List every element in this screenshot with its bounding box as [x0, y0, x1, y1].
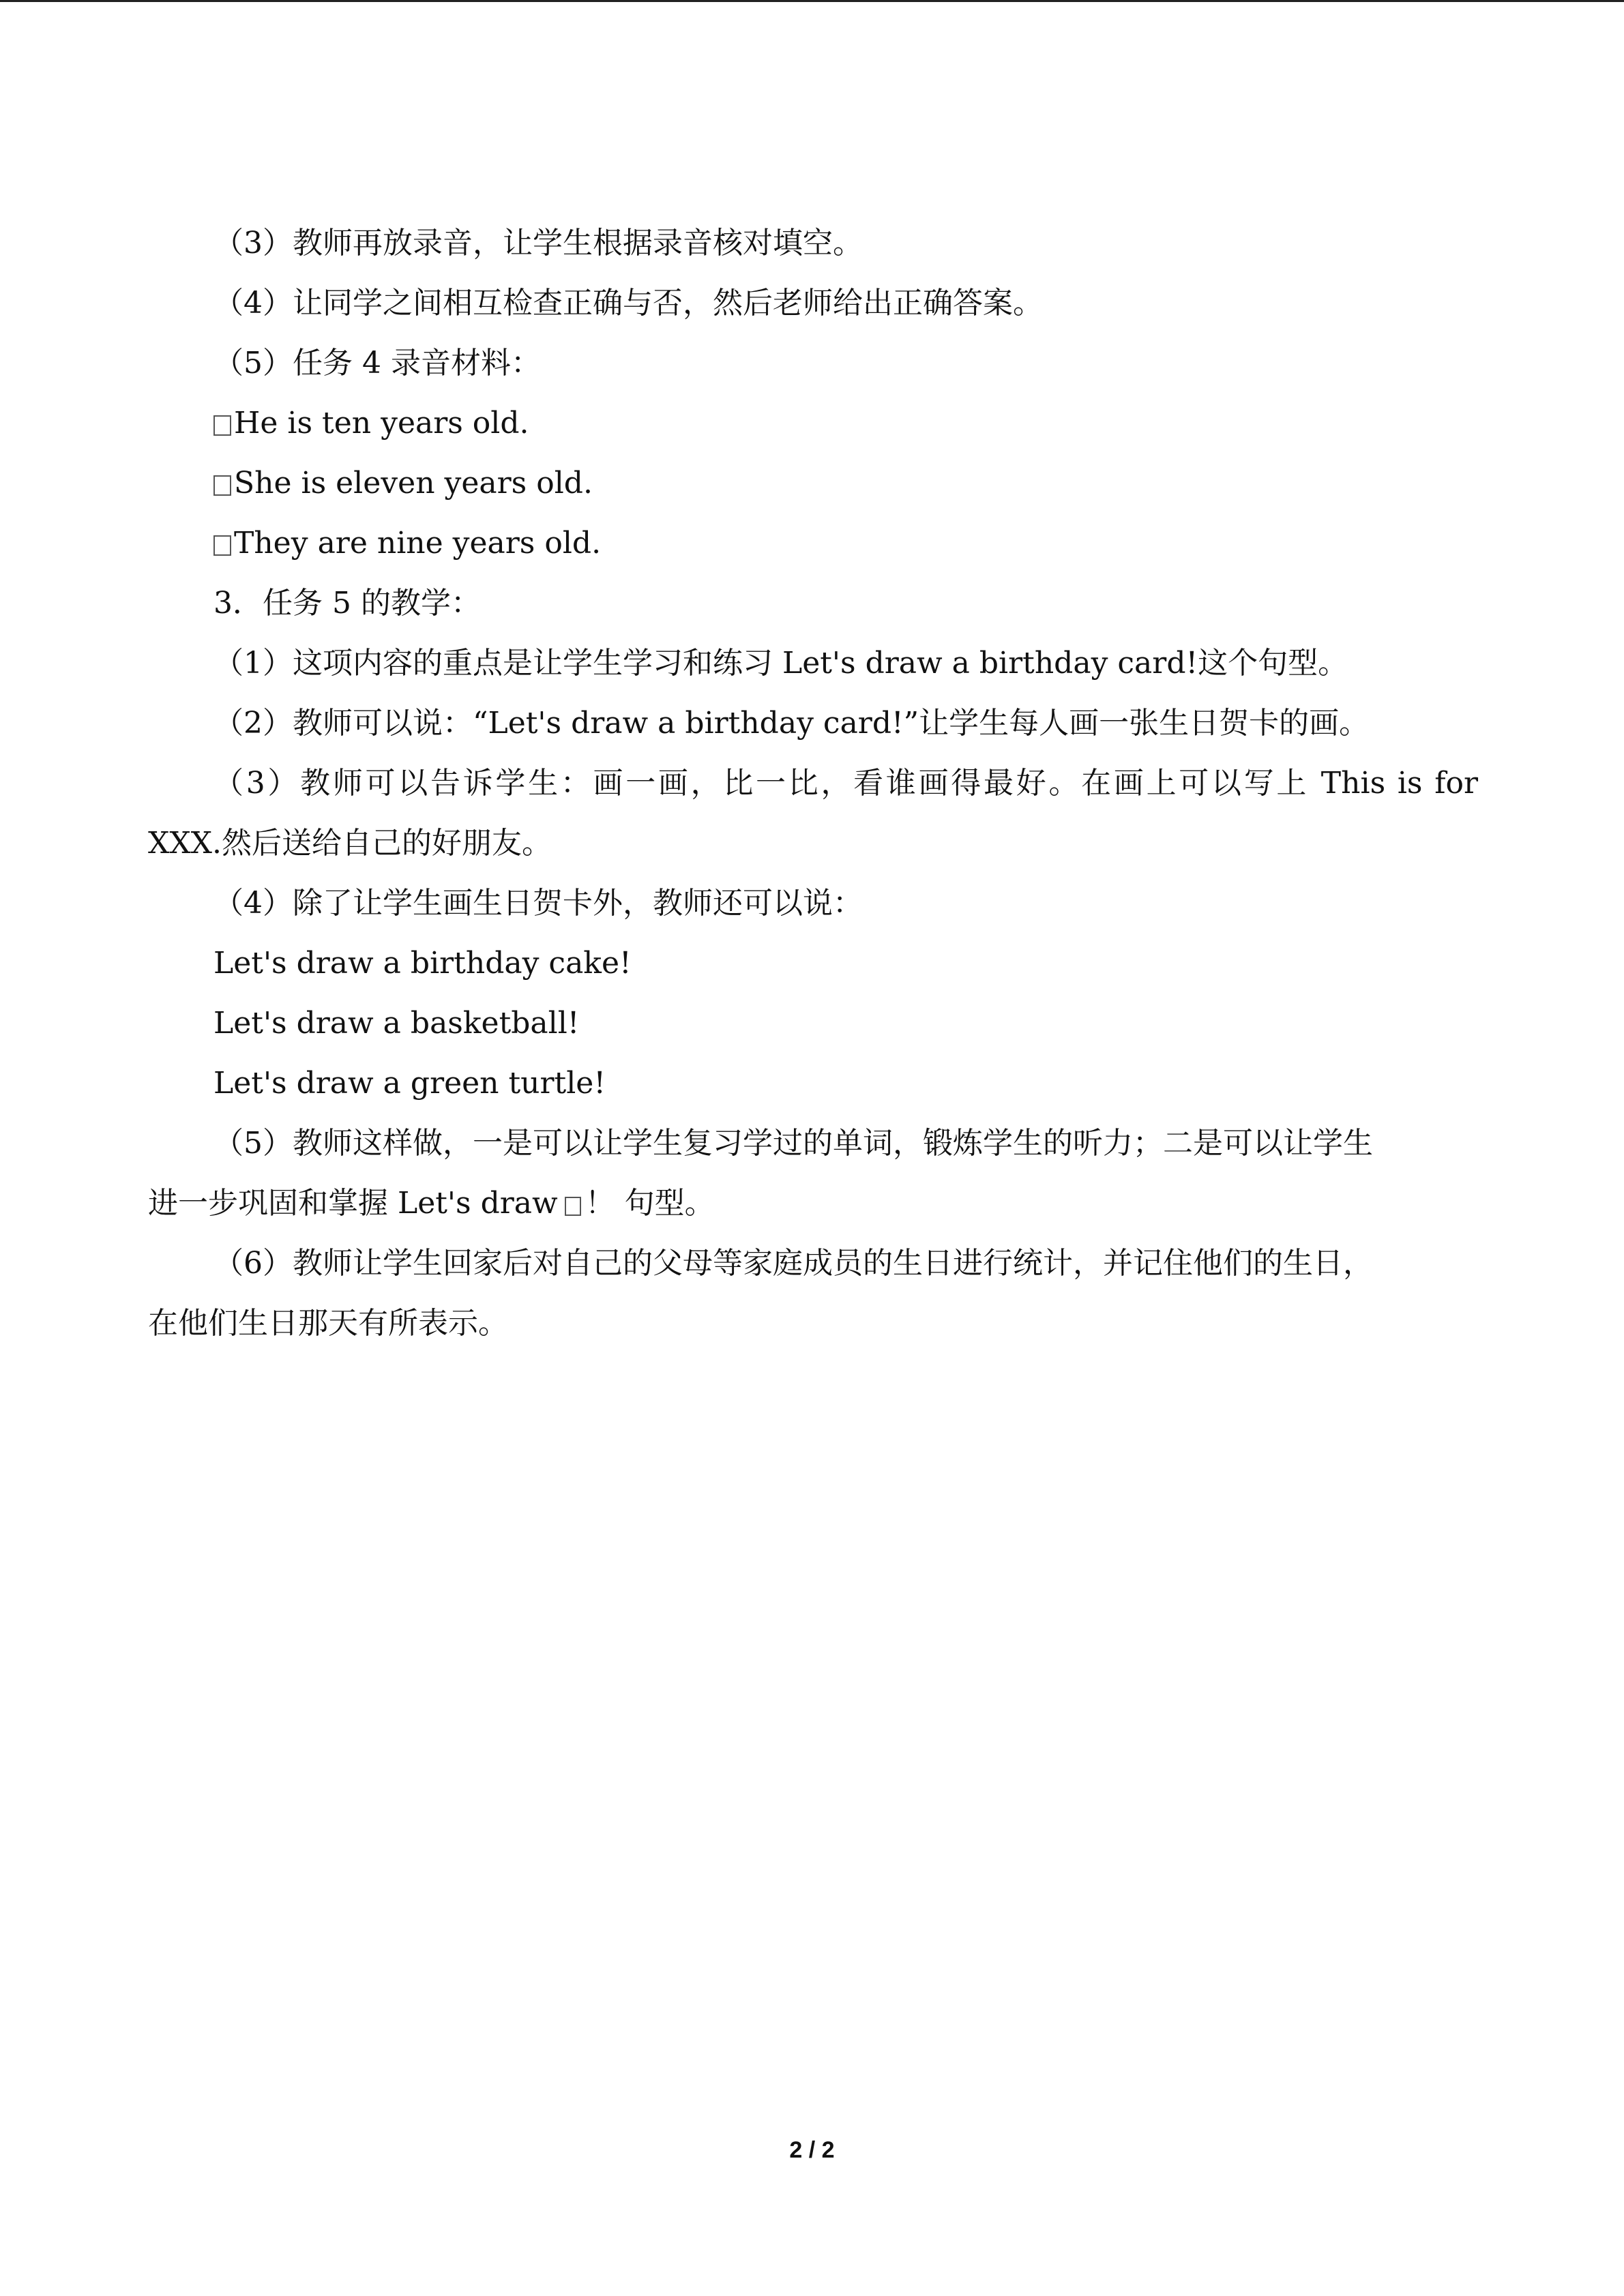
- paragraph-task5-6-line2: 在他们生日那天有所表示。: [148, 1306, 508, 1341]
- recording-item-3: [148, 513, 1478, 573]
- recording-item-2: [148, 453, 1478, 513]
- checkbox-glyph-icon: [213, 535, 231, 556]
- paragraph-task5-2: （2）教师可以说：“Let's draw a birthday card!”让学生每人画一张生日贺卡的画。: [213, 706, 1370, 741]
- paragraph-task5-5-line2: [148, 1174, 1478, 1234]
- paragraph-step-4: （4）让同学之间相互检查正确与否，然后老师给出正确答案。: [213, 286, 1043, 320]
- checkbox-glyph-icon: [213, 415, 231, 436]
- document-body: [148, 213, 1478, 1354]
- paragraph-task5-1: （1）这项内容的重点是让学生学习和练习 Let's draw a birthday card!这个句型。: [213, 646, 1348, 681]
- paragraph-step-3: （3）教师再放录音，让学生根据录音核对填空。: [213, 226, 863, 260]
- paragraph-task5-3-line2: XXX.然后送给自己的好朋友。: [148, 826, 552, 861]
- recording-text-2: She is eleven years old.: [234, 466, 593, 501]
- example-sentence-2: Let's draw a basketball!: [213, 1006, 580, 1041]
- paragraph-step-5: （5）任务 4 录音材料：: [213, 346, 541, 381]
- example-sentence-1: Let's draw a birthday cake!: [213, 946, 632, 981]
- paragraph-task5-6-line1: （6）教师让学生回家后对自己的父母等家庭成员的生日进行统计，并记住他们的生日，: [213, 1246, 1373, 1281]
- section-heading-task-5: 3．任务 5 的教学：: [213, 586, 481, 621]
- recording-text-3: They are nine years old.: [234, 526, 602, 561]
- checkbox-glyph-icon: [213, 475, 231, 496]
- example-sentence-3: Let's draw a green turtle!: [213, 1066, 606, 1101]
- recording-item-1: [148, 393, 1478, 453]
- paragraph-task5-5-line1: （5）教师这样做，一是可以让学生复习学过的单词，锻炼学生的听力；二是可以让学生: [213, 1126, 1373, 1161]
- paragraph-task5-3-line1: （3）教师可以告诉学生：画一画，比一比，看谁画得最好。在画上可以写上 This is for: [213, 766, 1478, 801]
- page-number: 2 / 2: [789, 2137, 835, 2163]
- paragraph-task5-4: （4）除了让学生画生日贺卡外，教师还可以说：: [213, 886, 863, 921]
- recording-text-1: He is ten years old.: [234, 406, 529, 441]
- paragraph-task5-5-text-a: 进一步巩固和掌握 Let's draw: [148, 1186, 558, 1221]
- blank-box-icon: [565, 1197, 581, 1216]
- paragraph-task5-5-text-b: ！ 句型。: [585, 1186, 715, 1221]
